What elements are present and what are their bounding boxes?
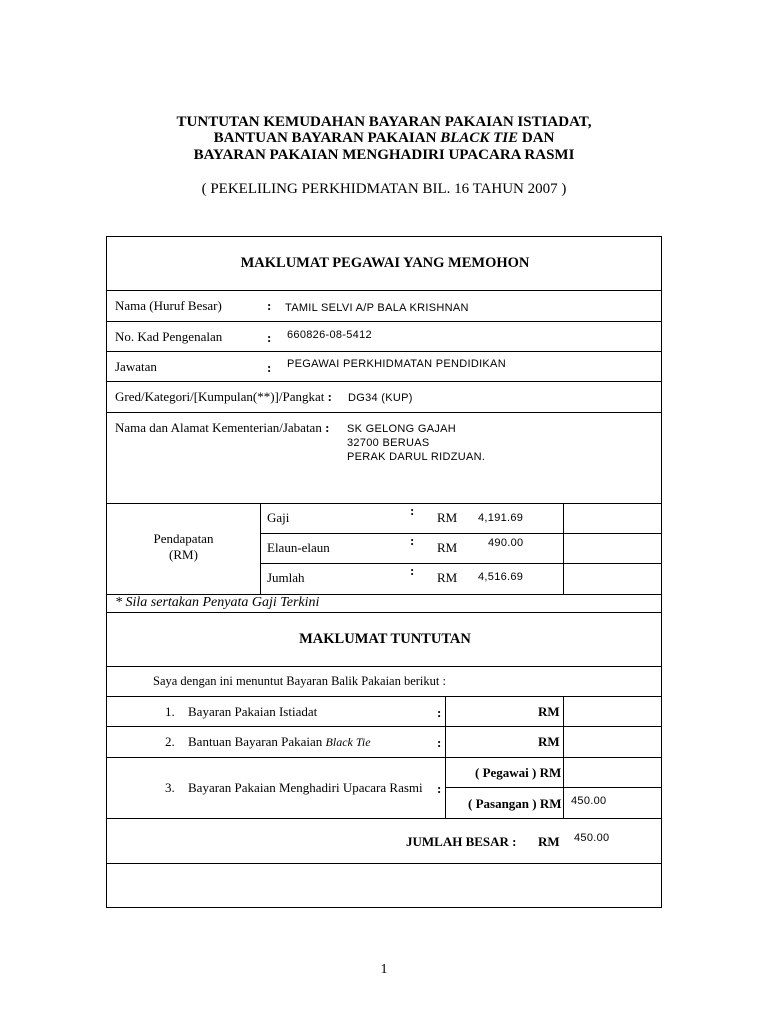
allowance-label: Elaun-elaun <box>267 540 330 555</box>
divider <box>107 321 661 322</box>
divider <box>260 563 661 564</box>
divider <box>445 787 661 788</box>
divider <box>107 381 661 382</box>
address-line-3: PERAK DARUL RIDZUAN. <box>347 451 486 463</box>
divider <box>260 503 261 594</box>
divider <box>107 612 661 613</box>
divider <box>107 726 661 727</box>
ic-colon: : <box>267 330 272 345</box>
item-2-currency: RM <box>538 734 560 749</box>
item-2-label-italic: Black Tie <box>325 735 371 749</box>
item-3-colon: : <box>437 781 442 796</box>
circular-reference: ( PEKELILING PERKHIDMATAN BIL. 16 TAHUN 2007 ) <box>201 181 567 197</box>
item-2-number: 2. <box>165 734 175 749</box>
address-label-text: Nama dan Alamat Kementerian/Jabatan <box>115 420 322 435</box>
item-2-colon: : <box>437 735 442 750</box>
officer-amount-label: ( Pegawai ) RM <box>475 765 562 780</box>
grand-total-currency: RM <box>538 834 560 849</box>
address-line-2: 32700 BERUAS <box>347 437 430 449</box>
ic-value: 660826-08-5412 <box>287 329 372 341</box>
name-colon: : <box>267 298 272 313</box>
income-label: Pendapatan <box>153 531 214 546</box>
form-title-line-1: TUNTUTAN KEMUDAHAN BAYARAN PAKAIAN ISTIADAT, <box>176 114 592 130</box>
income-unit-label: (RM) <box>169 547 198 562</box>
grand-total-value: 450.00 <box>574 832 610 844</box>
grade-colon: : <box>327 389 332 404</box>
allowance-currency: RM <box>437 540 458 555</box>
allowance-value: 490.00 <box>488 537 524 549</box>
divider <box>107 818 661 819</box>
item-1-colon: : <box>437 705 442 720</box>
claim-section-title: MAKLUMAT TUNTUTAN <box>299 631 471 647</box>
item-1-currency: RM <box>538 704 560 719</box>
form-title-line-2-post: DAN <box>518 130 555 146</box>
payslip-note: * Sila sertakan Penyata Gaji Terkini <box>115 595 320 610</box>
divider <box>107 290 661 291</box>
grand-total-label: JUMLAH BESAR : <box>406 834 517 849</box>
spouse-amount-label: ( Pasangan ) RM <box>468 796 562 811</box>
address-line-1: SK GELONG GAJAH <box>347 423 457 435</box>
form-title-line-3: BAYARAN PAKAIAN MENGHADIRI UPACARA RASMI <box>193 147 575 163</box>
income-total-currency: RM <box>437 570 458 585</box>
divider <box>107 863 661 864</box>
post-value: PEGAWAI PERKHIDMATAN PENDIDIKAN <box>287 358 506 370</box>
post-label: Jawatan <box>115 359 157 374</box>
claim-form-table <box>106 236 662 908</box>
address-colon: : <box>325 420 330 435</box>
claim-intro: Saya dengan ini menuntut Bayaran Balik Pakaian berikut : <box>153 674 446 688</box>
ic-label: No. Kad Pengenalan <box>115 329 223 344</box>
salary-label: Gaji <box>267 510 290 525</box>
salary-colon: : <box>410 503 415 518</box>
form-title-line-2-pre: BANTUAN BAYARAN PAKAIAN <box>213 130 441 146</box>
grade-label <box>115 389 332 405</box>
income-total-colon: : <box>410 563 415 578</box>
form-title-line-2-italic: BLACK TIE <box>440 130 519 146</box>
grade-value: DG34 (KUP) <box>348 392 413 404</box>
divider <box>107 666 661 667</box>
salary-currency: RM <box>437 510 458 525</box>
item-3-number: 3. <box>165 780 175 795</box>
address-label <box>115 420 329 436</box>
item-2-label-text: Bantuan Bayaran Pakaian <box>188 734 326 749</box>
divider <box>563 503 564 594</box>
income-total-label: Jumlah <box>267 570 305 585</box>
salary-value: 4,191.69 <box>478 512 524 524</box>
item-3-label: Bayaran Pakaian Menghadiri Upacara Rasmi <box>188 780 423 795</box>
page-number: 1 <box>380 962 388 977</box>
item-1-number: 1. <box>165 704 175 719</box>
item-1-label: Bayaran Pakaian Istiadat <box>188 704 318 719</box>
divider <box>107 351 661 352</box>
post-colon: : <box>267 360 272 375</box>
spouse-amount-value: 450.00 <box>571 795 607 807</box>
income-total-value: 4,516.69 <box>478 571 524 583</box>
divider <box>107 757 661 758</box>
divider <box>107 696 661 697</box>
officer-section-title: MAKLUMAT PEGAWAI YANG MEMOHON <box>240 255 530 271</box>
grade-label-text: Gred/Kategori/[Kumpulan(**)]/Pangkat <box>115 389 325 404</box>
name-label: Nama (Huruf Besar) <box>115 298 222 313</box>
divider <box>260 533 661 534</box>
item-2-label <box>188 734 371 750</box>
divider <box>107 503 661 504</box>
name-value: TAMIL SELVI A/P BALA KRISHNAN <box>285 302 469 314</box>
divider <box>107 412 661 413</box>
allowance-colon: : <box>410 533 415 548</box>
